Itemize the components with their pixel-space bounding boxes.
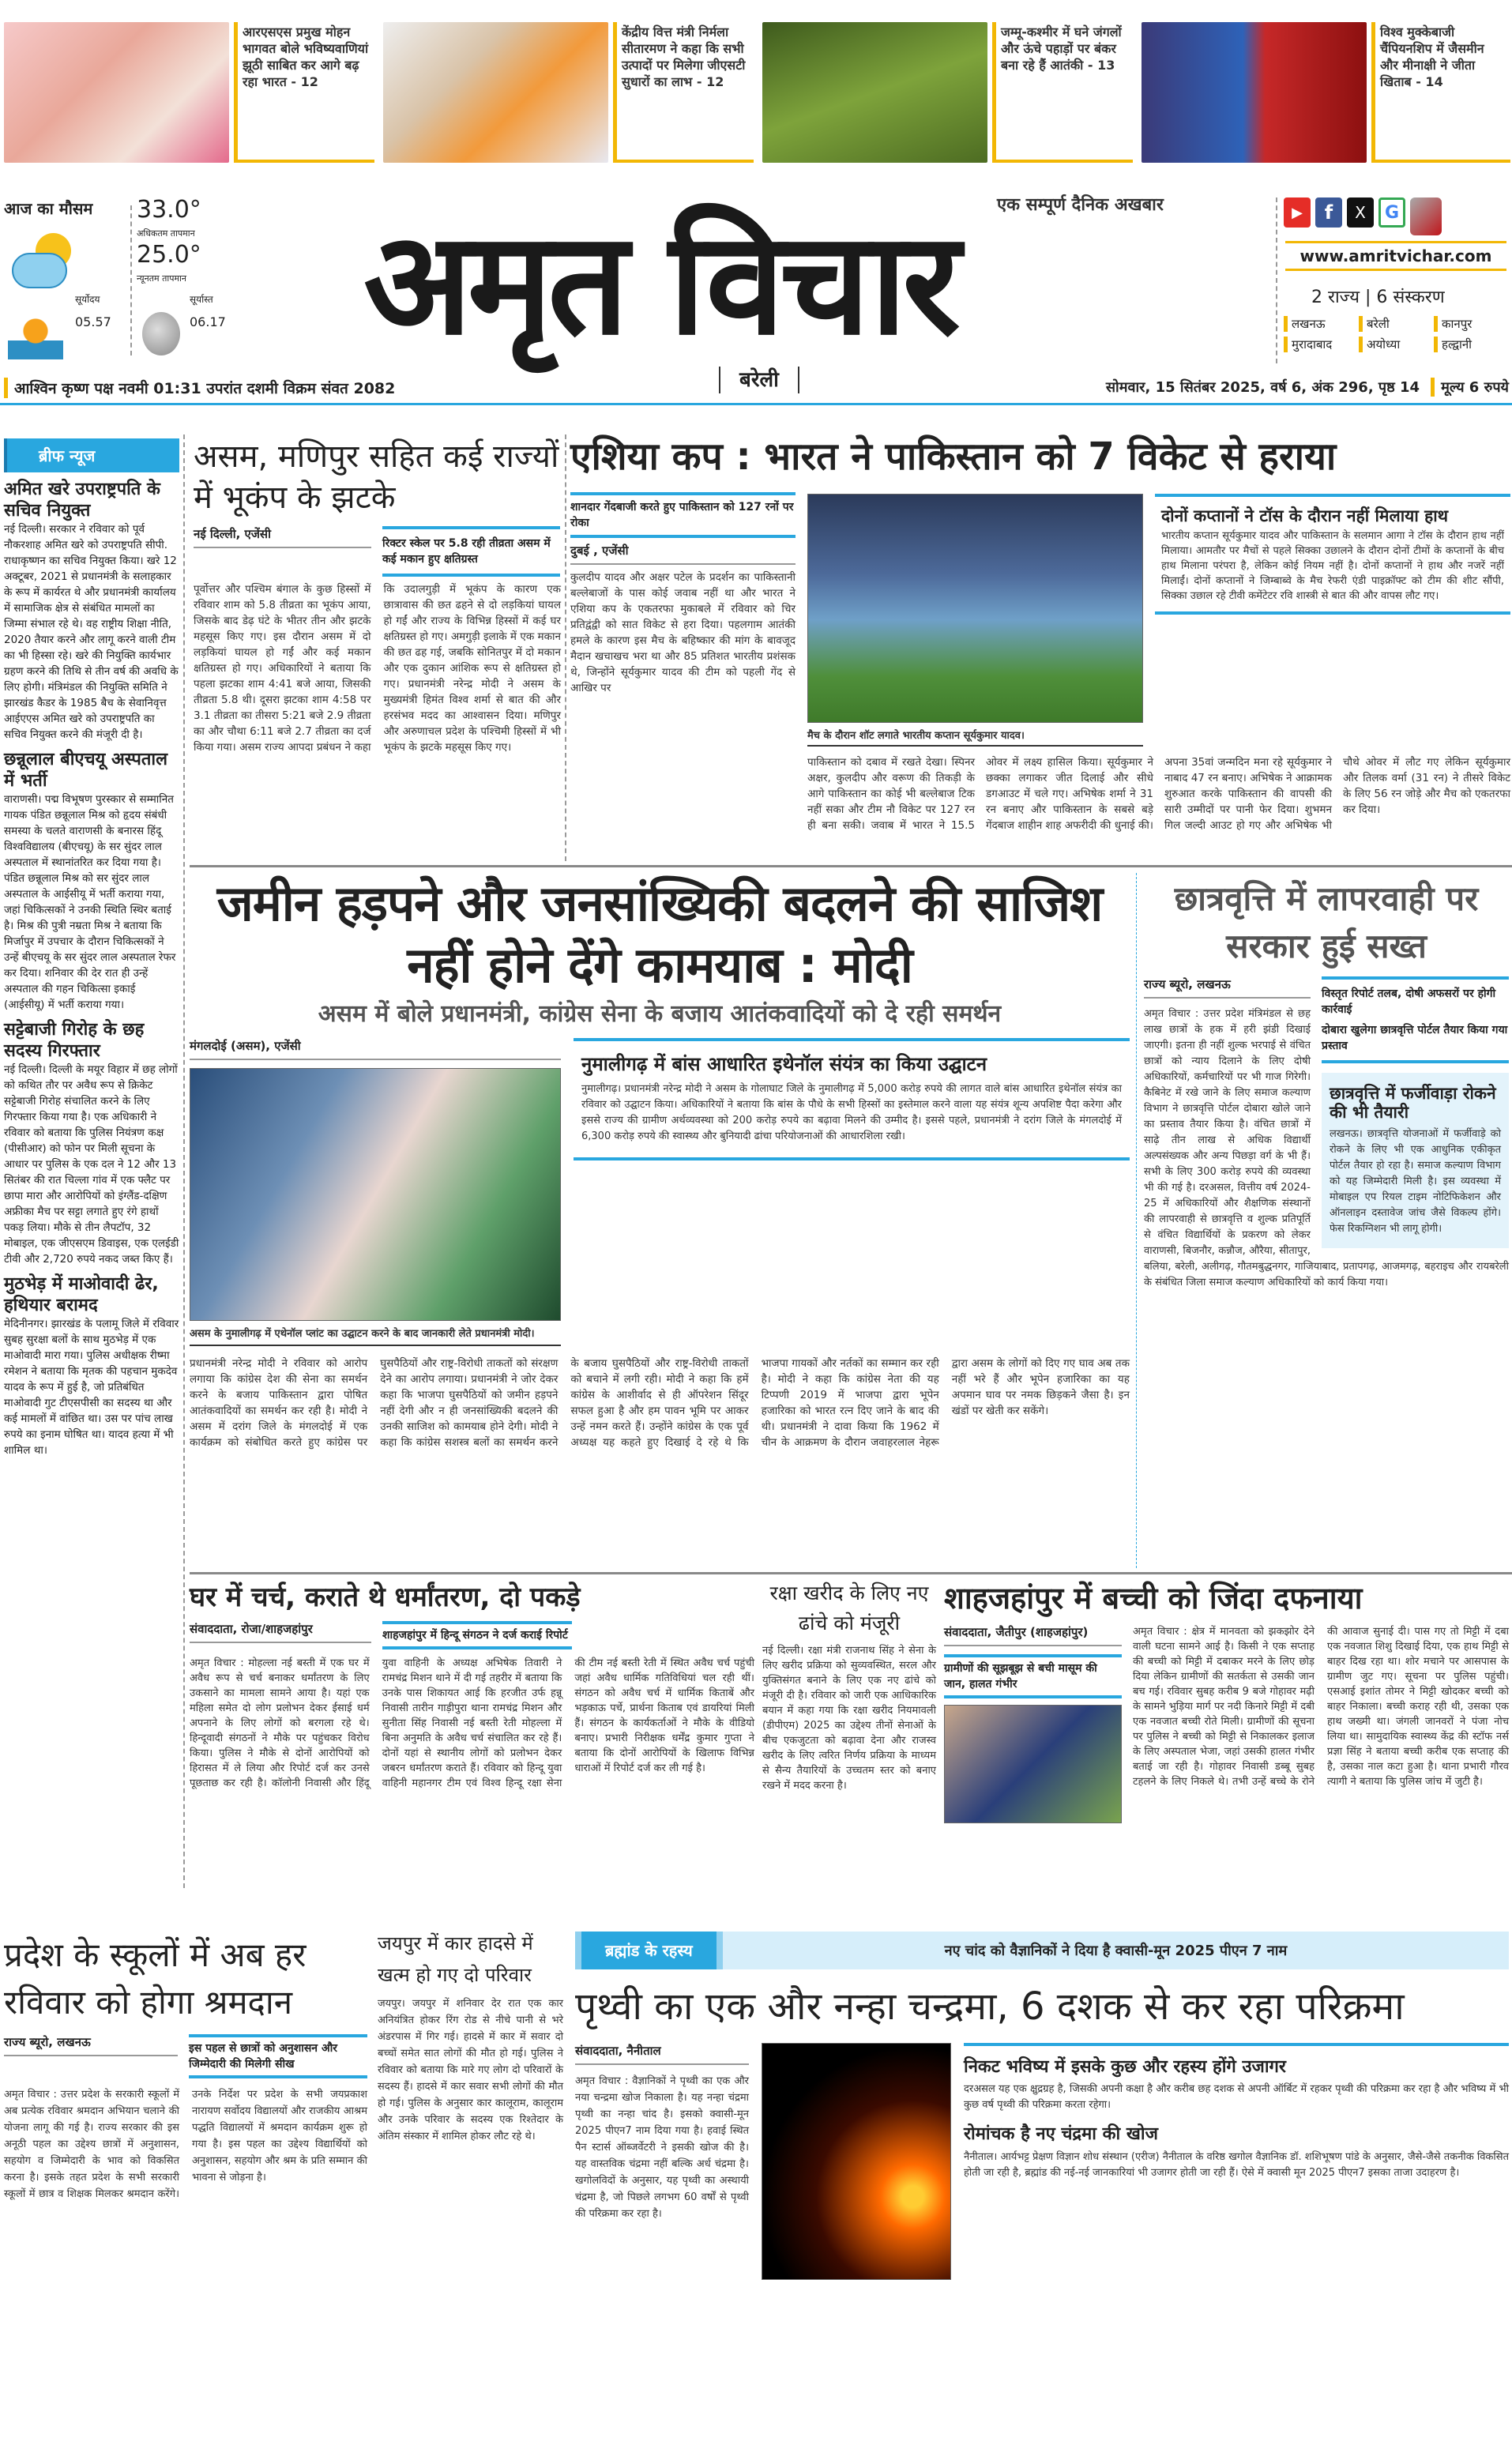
dateline: नई दिल्ली, एजेंसी [194,526,371,548]
story-body: अमृत विचार : वैज्ञानिकों ने पृथ्वी का एक और नया चन्द्रमा खोज निकाला है। यह नन्हा चंद्रमा पृथ्वी का नन्हा चांद है। इसको क्वासी-मून 2025 पीएन7 नाम दिया गया है। हवाई स्थित पैन स्टार्स ऑब्जर्वेटरी ने इसकी खोज की है। यह वास्तविक चंद्रमा नहीं बल्कि अर्ध चंद्रमा है। खगोलविदों के अनुसार, यह पृथ्वी का अस्थायी चंद्रमा है, जो पिछले लगभग 60 वर्षों से पृथ्वी की परिक्रमा कर रहा है। [575,2075,749,2221]
sunrise-time: 05.57 [75,314,111,329]
city: मुरादाबाद [1284,337,1359,352]
sidebar-body: भारतीय कप्तान सूर्यकुमार यादव और पाकिस्तान के सलमान आगा ने टॉस के दौरान हाथ नहीं मिलाया। आमतौर पर मैचों से पहले सिक्का उछालने के दौरान दोनों टीमों के कप्तानों के बीच हाथ मिलाना परंपरा है, लेकिन कोई नियम नहीं है। दोनों कप्तानों ने हाथ और नजरें नहीं मिलाईं। दोनों कप्तानों ने जिम्बाब्वे के मैच रेफरी एंडी पाइक्रॉफ्ट को टीम की शीट सौंपी, सिक्का उछाल रहे टीवी कमेंटेटर रवि शास्त्री से बात की और वापस लौट गए। [1161,530,1504,603]
story-body-continued: पाकिस्तान को दबाव में रखते देखा। स्पिनर अक्षर, कुलदीप और वरूण की तिकड़ी के आगे पाकिस्तान का कोई भी बल्लेबाज टिक नहीं सका और टीम नौ विकेट पर 127 रन ही बना सकी। जवाब में भारत ने 15.5 ओवर में लक्ष्य हासिल किया। सूर्यकुमार ने छक्का लगाकर जीत दिलाई और सीधे डगआउट में चले गए। अभिषेक शर्मा ने 31 रन बनाए और पाकिस्तान के सबसे बड़े गेंदबाज शाहीन शाह अफरीदी की धुनाई की। अपना 35वां जन्मदिन मना रहे सूर्यकुमार ने नाबाद 47 रन बनाए। अभिषेक ने आक्रामक शुरुआत करके पाकिस्तान की वापसी की सारी उम्मीदों पर पानी फेर दिया। शुभमन गिल जल्दी आउट हो गए और अभिषेक भी चौथे ओवर में लौट गए लेकिन सूर्यकुमार और तिलक वर्मा (31 रन) ने तीसरे विकेट के लिए 56 रन जोड़े और मैच को एकतरफा कर दिया। [807,756,1510,832]
social-icons [1284,197,1442,235]
story-body: नई दिल्ली। रक्षा मंत्री राजनाथ सिंह ने सेना के लिए खरीद प्रक्रिया को सुव्यवस्थित, सरल और युक्तिसंगत बनाने के लिए एक नए ढांचे को मंजूरी दी है। रविवार को जारी एक आधिकारिक बयान में कहा गया कि रक्षा खरीद नियमावली (डीपीएम) 2025 का उद्देश्य तीनों सेनाओं के बीच एकजुटता को बढ़ावा देना और राजस्व खरीद के लिए त्वरित निर्णय प्रक्रिया के माध्यम से सैन्य तैयारियों के उच्चतम स्तर को बनाए रखने में मदद करना है। [762,1645,936,1792]
edition-name: बरेली [719,367,799,393]
headline[interactable]: एशिया कप : भारत ने पाकिस्तान को 7 विकेट से हराया [570,434,1337,479]
highlight: रिक्टर स्केल पर 5.8 रही तीव्रता असम में कई मकान हुए क्षतिग्रस्त [382,526,560,577]
min-temp: 25.0° [137,241,201,269]
dateline: मंगलदोई (असम), एजेंसी [190,1038,561,1060]
teaser-1[interactable]: आरएसएस प्रमुख मोहन भागवत बोले भविष्यवाणियां झूठी साबित कर आगे बढ़ रहा भारत - 12 [234,22,374,163]
issue-meta [1106,378,1509,397]
city: कानपुर [1434,316,1509,332]
sunset-time: 06.17 [190,314,226,329]
highlight: शाहजहांपुर में हिन्दू संगठन ने दर्ज कराई रिपोर्ट [382,1621,572,1649]
headline[interactable]: प्रदेश के स्कूलों में अब हर रविवार को होगा श्रमदान [4,1935,307,2022]
story-scholarship [1144,875,1509,1291]
city: अयोध्या [1359,337,1434,352]
highlight: विस्तृत रिपोर्ट तलब, दोषी अफसरों पर होगी कार्रवाई [1322,987,1496,1016]
section-tag: ब्रह्मांड के रहस्य [575,1932,723,1969]
city: लखनऊ [1284,316,1359,332]
max-temp-label: अधिकतम तापमान [137,228,195,239]
photo-suryakumar-batting [807,494,1143,723]
sidebar-ethanol [574,1038,1130,1161]
teaser-photo-jammu-forest [762,22,987,163]
facebook-icon[interactable]: f [1315,197,1342,228]
sidebar-handshake [1155,494,1510,615]
box-headline[interactable]: रोमांचक है नए चंद्रमा की खोज [964,2124,1158,2145]
story-body: कुलदीप यादव और अक्षर पटेल के प्रदर्शन का पाकिस्तानी बल्लेबाजों के पास कोई जवाब नहीं था और भारत ने एशिया कप के एकतरफा मुकाबले में रविवार को चिर प्रतिद्वंद्वी को सात विकेट से हरा दिया। पहलगाम आतंकी हमले के कारण इस मैच के बहिष्कार की मांग के बावजूद मैदान खचाखच भरा था और 85 प्रतिशत भारतीय प्रशंसक थे, जिन्होंने सूर्यकुमार यादव की टीम को पहली गेंद से आखिर पर [570,571,795,694]
brief-headline[interactable]: मुठभेड़ में माओवादी ढेर, हथियार बरामद [4,1274,159,1315]
issue-date: सोमवार, 15 सितंबर 2025, वर्ष 6, अंक 296, पृष्ठ 14 [1105,379,1420,396]
brief-headline[interactable]: छन्नूलाल बीएचयू अस्पताल में भर्ती [4,750,167,791]
highlights [1322,976,1509,1063]
city-list [1284,316,1509,352]
max-temp: 33.0° [137,196,201,224]
city: बरेली [1359,316,1434,332]
city: हल्द्वानी [1434,337,1509,352]
sidebar-body: दरअसल यह एक क्षुद्रग्रह है, जिसकी अपनी कक्षा है और करीब छह दशक से अपनी ऑर्बिट में रहकर पृथ्वी की परिक्रमा कर रहा है और भविष्य में भी कुछ वर्ष पृथ्वी की परिक्रमा करता रहेगा। [964,2083,1509,2112]
dateline: संवाददाता, जैतीपुर (शाहजहांपुर) [944,1624,1122,1646]
headline[interactable]: शाहजहांपुर में बच्ची को जिंदा दफनाया [944,1581,1363,1616]
teaser-4[interactable]: विश्व मुक्केबाजी चैंपियनशिप में जैसमीन और मीनाक्षी ने जीता खिताब - 14 [1371,22,1510,163]
headline[interactable]: असम, मणिपुर सहित कई राज्यों में भूकंप के झटके [194,438,559,516]
price: मूल्य 6 रुपये [1431,378,1509,397]
section-tagline: नए चांद को वैज्ञानिकों ने दिया है क्वासी-मून 2025 पीएन 7 नाम [944,1943,1288,1959]
story-defence [762,1578,936,1793]
teaser-3[interactable]: जम्मू-कश्मीर में घने जंगलों और ऊंचे पहाड़ों पर बंकर बना रहे हैं आतंकी - 13 [992,22,1133,163]
dateline: राज्य ब्यूरो, लखनऊ [1144,976,1311,999]
dateline: दुबई , एजेंसी [570,543,795,565]
moon-icon [142,312,180,355]
story-church-conversion [190,1578,754,1791]
photo-earth-moon [762,2043,951,2280]
story-asia-cup [570,431,1510,861]
story-body: अमृत विचार : उत्तर प्रदेश मंत्रिमंडल से छह लाख छात्रों के हक में हरी झंडी दिखाई जाएगी। इतना ही नहीं शुल्क भरपाई से वंचित छात्रों को न्याय दिलाने के लिए दोषी अधिकारियों, कर्मचारियों पर भी गाज गिरेगी। कैबिनेट में रखे जाने के लिए समाज कल्याण विभाग ने छात्रवृत्ति पोर्टल दोबारा खोले जाने का प्रस्ताव तैयार किया है। वंचित छात्रों में साढ़े तीन लाख से अधिक विद्यार्थी अल्पसंख्यक और अन्य पिछड़ा वर्ग के भी हैं। सभी के लिए 300 करोड़ रुपये की व्यवस्था भी की गई है। दरअसल, वित्तीय वर्ष 2024-25 में अधिकारियों और शैक्षणिक संस्थानों की लापरवाही से छात्रवृत्ति व शुल्क प्रतिपूर्ति से वंचित विद्यार्थियों के प्रकरण को लेकर वाराणसी, बिजनौर, कन्नौज, औरैया, सीतापुर, बलिया, बरेली, अलीगढ़, गौतमबुद्धनगर, गाजियाबाद, प्रतापगढ़, आजमगढ़, बहराइच और रायबरेली के संबंधित जिला समाज कल्याण अधिकारियों को कार्य किया गया। [1144,1008,1509,1288]
story-body: प्रधानमंत्री नरेन्द्र मोदी ने रविवार को आरोप लगाया कि कांग्रेस देश की सेना का समर्थन करने के बजाय पाकिस्तान द्वारा पोषित आतंकवादियों का समर्थन कर रही है। मोदी ने असम में दरांग जिले के मंगलदोई में एक कार्यक्रम को संबोधित करते हुए कांग्रेस पर घुसपैठियों और राष्ट्र-विरोधी ताकतों को संरक्षण देने का आरोप लगाया। प्रधानमंत्री ने जोर देकर कहा कि भाजपा घुसपैठियों को जमीन हड़पने नहीं देगी और न ही जनसांख्यिकी बदलने की उनकी साजिश को कामयाब होने देगी। मोदी ने कहा कि कांग्रेस सशस्त्र बलों का समर्थन करने के बजाय घुसपैठियों और राष्ट्र-विरोधी ताकतों को बचाने में लगी रही। मोदी ने कहा कि हमें कांग्रेस के आशीर्वाद से ही ऑपरेशन सिंदूर सफल हुआ है और हम पावन भूमि पर आकर उन्हें नमन करते हैं। उन्होंने कांग्रेस के एक पूर्व अध्यक्ष यह कहते हुए दिखाई दे रहे थे कि भाजपा गायकों और नर्तकों का सम्मान कर रही है। मोदी ने कहा कि कांग्रेस नेता की यह टिप्पणी 2019 में भाजपा द्वारा भूपेन हजारिका को भारत रत्न दिए जाने के बाद की थी। प्रधानमंत्री ने दावा किया कि 1962 में चीन के आक्रमण के दौरान जवाहरलाल नेहरू द्वारा असम के लोगों को दिए गए घाव अब तक नहीं भरे हैं और भूपेन हजारिका का यह अपमान घाव पर नमक छिड़कने जैसा है। इन खंडों पर खेती कर सकेंगे। [190,1356,1130,1449]
teaser-photo-sitharaman [383,22,608,163]
teaser-photo-boxers [1142,22,1367,163]
teaser-2[interactable]: केंद्रीय वित्त मंत्री निर्मला सीतारमण ने कहा कि सभी उत्पादों पर मिलेगा जीएसटी सुधारों का लाभ - 12 [613,22,754,163]
youtube-icon[interactable]: ▶ [1284,197,1311,228]
brief-news-column [4,438,179,1458]
dateline: संवाददाता, रोजा/शाहजहांपुर [190,1621,371,1643]
sidebar-headline[interactable]: नुमालीगढ़ में बांस आधारित इथेनॉल संयंत्र का किया उद्घाटन [581,1052,987,1075]
photo-rescued-baby [944,1705,1122,1823]
photo-caption: मैच के दौरान शॉट लगाते भारतीय कप्तान सूर्यकुमार यादव। [807,728,1143,747]
subheadline: असम में बोले प्रधानमंत्री, कांग्रेस सेना के बजाय आतंकवादियों को दे रही समर्थन [318,1000,1002,1028]
brief-news-label: ब्रीफ न्यूज [4,438,179,472]
brief-body: वाराणसी। पद्म विभूषण पुरस्कार से सम्मानित गायक पंडित छन्नूलाल मिश्र को हृदय संबंधी समस्या के चलते वाराणसी के बनारस हिंदू विश्वविद्यालय (बीएचयू) के सर सुंदर लाल अस्पताल में स्थानांतरित कर दिया गया है। पंडित छन्नूलाल मिश्र को सर सुंदर लाल अस्पताल के आईसीयू में भर्ती कराया गया, जहां चिकित्सकों ने उनकी स्थिति स्थिर बताई है। मिश्र की पुत्री नम्रता मिश्र ने बताया कि मिर्जापुर में उपचार के दौरान चिकित्सकों ने उन्हें बीएचयू के सर सुंदर लाल अस्पताल रेफर कर दिया। शनिवार की देर रात ही उन्हें अस्पताल की गहन चिकित्सा इकाई (आईसीयू) में भर्ती कराया गया। [4,793,176,1011]
brief-body: मेदिनीनगर। झारखंड के पलामू जिले में रविवार सुबह सुरक्षा बलों के साथ मुठभेड़ में एक माओवादी मारा गया। पुलिस अधीक्षक रीष्मा रमेशन ने बताया कि मृतक की पहचान मुकदेव यादव के रूप में हुई है, जो प्रतिबंधित माओवादी गुट टीएसपीसी का सदस्य था और कई मामलों में वांछित था। उस पर पांच लाख रुपये का इनाम घोषित था। यादव हत्या में भी शामिल था। [4,1318,179,1457]
headline[interactable]: जमीन हड़पने और जनसांख्यिकी बदलने की साजिश नहीं होने देंगे कामयाब : मोदी [216,875,1103,994]
story-school-shramdaan [4,1932,367,2202]
tagline: एक सम्पूर्ण दैनिक अखबार [997,195,1164,215]
panchang: आश्विन कृष्ण पक्ष नवमी 01:31 उपरांत दशमी विक्रम संवत 2082 [4,378,707,398]
x-icon[interactable]: X [1347,197,1374,228]
story-earthquake [194,436,561,755]
story-shahjahanpur-baby [944,1578,1509,1823]
states-editions: 2 राज्य | 6 संस्करण [1311,288,1445,307]
min-temp-label: न्यूनतम तापमान [137,273,186,284]
headline[interactable]: पृथ्वी का एक और नन्हा चन्द्रमा, 6 दशक से कर रहा परिक्रमा [575,1984,1405,2029]
headline[interactable]: छात्रवृत्ति में लापरवाही पर सरकार हुई सख्त [1174,879,1479,965]
website[interactable]: www.amritvichar.com [1285,241,1506,271]
story-body: अमृत विचार : मोहल्ला नई बस्ती में एक घर में अवैध रूप से चर्च बनाकर धर्मांतरण के लिए उकसाने का मामला सामने आया है। यहां एक महिला समेत दो लोग प्रलोभन देकर ईसाई धर्म अपनाने के लिए लोगों को बरगला रहे थे। हिन्दूवादी संगठनों ने मौके पर पहुंचकर विरोध किया। पुलिस ने मौके से दोनों आरोपियों को हिरासत में ले लिया और रिपोर्ट दर्ज कर उनसे पूछताछ कर रही है। कॉलोनी निवासी और हिंदू युवा वाहिनी के अध्यक्ष अभिषेक तिवारी ने रामचंद्र मिशन थाने में दी गई तहरीर में बताया कि उनके पास शिकायत आई कि हरजीत उर्फ हन्नू निवासी तारीन गाड़ीपुरा थाना रामचंद्र मिशन और सुनीता सिंह निवासी नई बस्ती रेती मोहल्ला में बिना अनुमति के अवैध चर्च संचालित कर रहे हैं। दोनों यहां से स्थानीय लोगों को प्रलोभन देकर जबरन धर्मांतरण कराते हैं। रविवार को हिन्दू युवा वाहिनी महानगर टीम एवं विश्व हिन्दू रक्षा सेना की टीम नई बस्ती रेती में स्थित अवैध चर्च पहुंची जहां अवैध धार्मिक गतिविधियां चल रही थीं। संगठन को अवैध चर्च में धार्मिक किताबें और भड़काऊ पर्चे, प्रार्थना किताब एवं डायरियां मिली हैं। संगठन के कार्यकर्ताओं ने मौके के वीडियो बनाए। प्रभारी निरीक्षक धर्मेंद्र कुमार गुप्ता ने बताया कि दोनों आरोपियों के खिलाफ विभिन्न धाराओं में रिपोर्ट दर्ज कर ली गई है। [190,1657,754,1789]
scholarship-fraud-box [1322,1073,1509,1248]
weather-box [4,197,241,371]
story-jaipur-accident [378,1928,563,2145]
section-banner [575,1932,1509,1969]
headline[interactable]: रक्षा खरीद के लिए नए ढांचे को मंजूरी [769,1582,929,1634]
sidebar-body: नुमालीगढ़। प्रधानमंत्री नरेन्द्र मोदी ने असम के गोलाघाट जिले के नुमालीगढ़ में 5,000 करोड़ रुपये की लागत वाले बांस आधारित इथेनॉल संयंत्र का रविवार को उद्घाटन किया। अधिकारियों ने बताया कि बांस के पौधे के सभी हिस्सों का इस्तेमाल करने वाला यह संयंत्र शून्य अपशिष्ट पैदा करेगा और इससे राज्य की ग्रामीण अर्थव्यवस्था को 200 करोड़ रुपये का बढ़ावा मिलने की उम्मीद है। इससे पहले, प्रधानमंत्री ने दरांग जिले के मंगलदोई में 6,300 करोड़ रुपये की स्वास्थ्य और बुनियादी ढांचा परियोजनाओं की आधारशिला रखी। [581,1083,1122,1143]
story-body: अमृत विचार : क्षेत्र में मानवता को झकझोर देने वाली घटना सामने आई है। किसी ने एक सप्ताह की बच्ची को मिट्टी में दबाकर मरने के लिए छोड़ दिया लेकिन ग्रामीणों की सतर्कता से उसकी जान बच गई। रविवार सुबह करीब 9 बजे गोहावर मढ़ी के सामने भुड़िया मार्ग पर नदी किनारे मिट्टी में दबी एक नवजात बच्ची रोते मिली। ग्रामीणों की सूचना पर पुलिस ने बच्ची को मिट्टी से निकालकर इलाज के लिए अस्पताल भेजा, जहां उसकी हालत गंभीर बताई जा रही है। गोहावर निवासी डब्बू सुबह टहलने के लिए निकले थे। तभी उन्हें बच्चे के रोने की आवाज सुनाई दी। पास गए तो मिट्टी में दबा एक नवजात शिशु दिखाई दिया, एक हाथ मिट्टी से बाहर दिख रहा था। शोर मचाने पर आसपास के ग्रामीण जुट गए। सूचना पर पुलिस पहुंची। एसआई इशांत तोमर ने मिट्टी खोदकर बच्ची को बाहर निकाला। बच्ची कराह रही थी, उसका एक हाथ जख्मी था। जंगली जानवरों ने पंजा नोच लिया था। सामुदायिक स्वास्थ्य केंद्र की स्टॉफ नर्स प्रज्ञा सिंह ने बताया बच्ची करीब एक सप्ताह की है, उसका नाल कटा हुआ है। थाना प्रभारी गौरव त्यागी ने बताया कि पुलिस जांच में जुटी है। [1133,1626,1509,1788]
sunrise-label: सूर्योदय [75,294,100,305]
highlight: दोबारा खुलेगा छात्रवृत्ति पोर्टल तैयार किया गया प्रस्ताव [1322,1024,1508,1052]
teaser-photo-bhagwat [4,22,229,163]
newspaper-logo: अमृत विचार [363,201,956,367]
sidebar-headline[interactable]: निकट भविष्य में इसके कुछ और रहस्य होंगे उजागर [964,2057,1286,2078]
story-modi [190,873,1130,1450]
headline[interactable]: जयपुर में कार हादसे में खत्म हो गए दो परिवार [378,1932,533,1986]
highlight: शानदार गेंदबाजी करते हुए पाकिस्तान को 127 रनों पर रोका [570,492,795,538]
mic-icon [1410,197,1442,235]
sunrise-icon [8,312,63,359]
sunset-label: सूर्यास्त [190,294,213,305]
story-quasi-moon [575,1932,1509,2280]
box-body: लखनऊ। छात्रवृत्ति योजनाओं में फर्जीवाड़े को रोकने के लिए भी एक आधुनिक एकीकृत पोर्टल तैयार हो रहा है। समाज कल्याण विभाग को यह जिम्मेदारी मिली है। इस व्यवस्था में मोबाइल एप रियल टाइम नोटिफिकेशन और ऑनलाइन दस्तावेज जांच जैसे विकल्प होंगे। फेस रिकग्निशन भी लागू होगी। [1330,1128,1501,1236]
dateline: राज्य ब्यूरो, लखनऊ [4,2034,178,2056]
brief-body: नई दिल्ली। सरकार ने रविवार को पूर्व नौकरशाह अमित खरे को उपराष्ट्रपति सीपी. राधाकृष्णन का सचिव नियुक्त किया। खरे 12 अक्टूबर, 2021 से प्रधानमंत्री के सलाहकार के रूप में कार्यरत थे और प्रधानमंत्री कार्यालय में सामाजिक क्षेत्र से संबंधित मामलों का जिम्मा संभाल रहे थे। वह राष्ट्रीय शिक्षा नीति, 2020 तैयार करने और लागू करने वाली टीम का भी हिस्सा रहे। खरे की नियुक्ति कार्यभार ग्रहण करने की तिथि से तीन वर्ष की अवधि के लिए होगी। मंत्रिमंडल की नियुक्ति समिति ने झारखंड कैडर के 1985 बैच के सेवानिवृत्त आईएएस अमित खरे को उपराष्ट्रपति का सचिव नियुक्त करने की मंजूरी दी है। [4,523,179,741]
box-body: नैनीताल। आर्यभट्ट प्रेक्षण विज्ञान शोध संस्थान (एरीज) नैनीताल के वरिष्ठ खगोल वैज्ञानिक डॉ. शशिभूषण पांडे के अनुसार, जैसे-जैसे तकनीक विकसित होती जा रही है, ब्रह्मांड की नई-नई जानकारियां भी उजागर होती जा रही हैं। ऐसे में क्वासी मून 2025 पीएन7 इसका ताजा उदाहरण है। [964,2150,1509,2179]
brief-headline[interactable]: अमित खरे उपराष्ट्रपति के सचिव नियुक्त [4,480,160,521]
cloud-sun-icon [12,233,75,288]
highlight: ग्रामीणों की सूझबूझ से बची मासूम की जान, हालत गंभीर [944,1654,1122,1698]
headline[interactable]: घर में चर्च, कराते थे धर्मांतरण, दो पकड़े [190,1582,581,1613]
story-body: अमृत विचार : उत्तर प्रदेश के सरकारी स्कूलों में अब प्रत्येक रविवार श्रमदान अभियान चलाने की योजना लागू की गई है। राज्य सरकार की इस अनूठी पहल का उद्देश्य छात्रों में अनुशासन, सहयोग व जिम्मेदारी के भाव को विकसित करना है। इसके तहत प्रदेश के सभी सरकारी स्कूलों में छात्र व शिक्षक मिलकर श्रमदान करेंगे। उनके निर्देश पर प्रदेश के सभी जयप्रकाश नारायण सर्वोदय विद्यालयों और राजकीय आश्रम पद्धति विद्यालयों में श्रमदान कार्यक्रम शुरू हो गया है। इस पहल का उद्देश्य विद्यार्थियों को अनुशासन, सहयोग और श्रम के प्रति सम्मान की भावना से जोड़ना है। [4,2089,367,2200]
story-body: पूर्वोत्तर और पश्चिम बंगाल के कुछ हिस्सों में रविवार शाम को 5.8 तीव्रता का भूकंप आया, जिसके बाद डेढ़ घंटे के भीतर तीन और झटके महसूस किए गए। इस दौरान असम में दो लड़कियां घायल हो गईं और कई मकान क्षतिग्रस्त हो गए। अधिकारियों ने बताया कि पहला झटका शाम 4:41 बजे आया, जिसकी तीव्रता 5.8 थी। दूसरा झटका शाम 4:58 पर 3.1 तीव्रता का तीसरा 5:21 बजे 2.9 तीव्रता का और चौथा 6:11 बजे 2.7 तीव्रता का दर्ज किया गया। असम राज्य आपदा प्रबंधन ने कहा कि उदालगुड़ी में भूकंप के कारण एक छात्रावास की छत ढहने से दो लड़कियां घायल हो गईं और राज्य के विभिन्न हिस्सों में कई घर क्षतिग्रस्त हो गए। अमगुड़ी इलाके में एक मकान की छत ढह गई, जबकि सोनितपुर में दो मकान और एक दुकान आंशिक रूप से क्षतिग्रस्त हो गए। प्रधानमंत्री नरेन्द्र मोदी ने असम के मुख्यमंत्री हिमंत विश्व शर्मा से बात की और हरसंभव मदद का आश्वासन दिया। मणिपुर और अरुणाचल प्रदेश के पश्चिमी हिस्सों में भी भूकंप के झटके महसूस किए गए। [194,583,561,754]
brief-headline[interactable]: सट्टेबाजी गिरोह के छह सदस्य गिरफ्तार [4,1020,145,1061]
weather-label: आज का मौसम [4,199,93,218]
masthead-rule [0,403,1512,405]
box-headline[interactable]: छात्रवृत्ति में फर्जीवाड़ा रोकने की भी तैयारी [1330,1084,1496,1123]
google-icon[interactable]: G [1378,197,1405,228]
dateline: संवाददाता, नैनीताल [575,2043,749,2065]
story-body: जयपुर। जयपुर में शनिवार देर रात एक कार अनियंत्रित होकर रिंग रोड से नीचे पानी से भरे अंडरपास में गिर गई। हादसे में कार में सवार दो बच्चों समेत सात लोगों की मौत हो गई। पुलिस ने रविवार को बताया कि मारे गए लोग दो परिवारों के सदस्य हैं। हादसे में कार सवार सभी लोगों की मौत हो गई। पुलिस के अनुसार कार कालूराम, कालूराम और उनके परिवार के सदस्य एक रिश्तेदार के अंतिम संस्कार में शामिल होकर लौट रहे थे। [378,1998,563,2142]
sidebar-headline[interactable]: दोनों कप्तानों ने टॉस के दौरान नहीं मिलाया हाथ [1161,506,1449,525]
photo-caption: असम के नुमालीगढ़ में एथेनॉल प्लांट का उद्घाटन करने के बाद जानकारी लेते प्रधानमंत्री मोदी। [190,1326,561,1346]
sidebar-mysteries [964,2043,1509,2181]
highlight: इस पहल से छात्रों को अनुशासन और जिम्मेदारी की मिलेगी सीख [189,2034,367,2078]
brief-body: नई दिल्ली। दिल्ली के मयूर विहार में छह लोगों को कथित तौर पर अवैध रूप से क्रिकेट सट्टेबाजी गिरोह संचालित करने के लिए गिरफ्तार किया गया है। एक अधिकारी ने रविवार को बताया कि पुलिस नियंत्रण कक्ष (पीसीआर) को फोन पर मिली सूचना के आधार पर पुलिस के एक दल ने 12 और 13 सितंबर की रात चिल्ला गांव में एक फ्लैट पर छापा मारा और आरोपियों को इंग्लैंड-दक्षिण अफ्रीका मैच पर सट्टा लगाते हुए रंगे हाथों पकड़ लिया। मौके से तीन लैपटॉप, 32 मोबाइल, एक जीएसएम डिवाइस, एक एलईडी टीवी और 2,720 रुपये नकद जब्त किए हैं। [4,1063,179,1266]
photo-modi-ethanol-plant [190,1068,561,1321]
